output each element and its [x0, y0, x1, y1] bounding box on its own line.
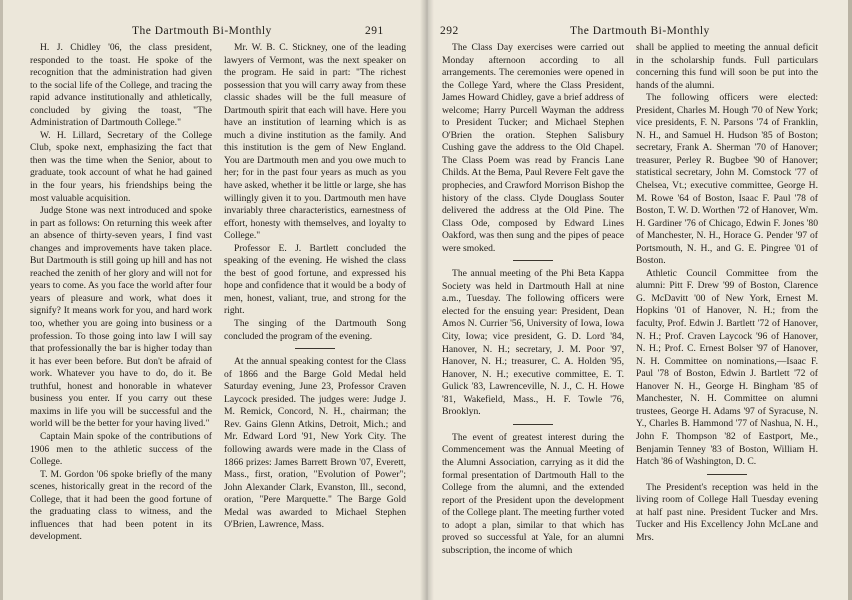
paragraph: Mr. W. B. C. Stickney, one of the leading lawyers of Vermont, was the next speaker on the program. He said in part: "The richest possession that you will carry away from these classic shades will be the full measure of Dartmouth spirit that each will have. Here you have an institution of learning which is as much a divine institution as the family. And this institution is the gem of New England. You are Dartmouth men and you owe much to her; for in the past four years as much as you have asked, whether it be little or large, she has willingly given it to you. Dartmouth men have invariably three characteristics, earnestness of effort, honesty with themselves, and loyalty to College."	[224, 42, 406, 242]
paragraph: H. J. Chidley '06, the class president, responded to the toast. He spoke of the recognition that the administration had given to the social life of the College, and tracing the rapid advance institutionally and athletically, concluded by giving the toast, "The Administration of Dartmouth College."	[30, 42, 212, 129]
page-edge	[0, 0, 3, 600]
section-divider	[513, 260, 553, 261]
paragraph: The following officers were elected: President, Charles M. Hough '70 of New York; vice presidents, F. N. Parsons '74 of Franklin, N. H., and Samuel H. Hudson '85 of Boston; secretary, Frank A. Sherman '70 of Hanover; treasurer, Perley R. Bugbee '90 of Hanover; statistical secretary, John M. Comstock '77 of Chelsea, Vt.; executive committee, George H. M. Rowe '64 of Boston, Isaac F. Paul '78 of Boston, T. W. D. Worthen '72 of Hanover, Wm. H. Gardiner '76 of Chicago, Edwin F. Jones '80 of Manchester, N. H., Horace G. Pender '97 of Portsmouth, N. H., and G. E. Pingree '01 of Boston.	[636, 92, 818, 267]
column-1	[30, 42, 212, 544]
paragraph: The Class Day exercises were carried out Monday afternoon according to all arrangements. The ceremonies were opened in the College Yard, where the Class President, James Howard Chidley, gave a brief address of welcome; Harry Purcell Wayman the address to President Tucker; and Michael Stephen O'Brien the oration. Stephen Salisbury Cushing gave the address to the Old Chapel. The Class Poem was read by Francis Lane Childs. At the Bema, Paul Revere Felt gave the prophecies, and Crawford Morrison Bishop the history of the class. Clyde Douglass Souter delivered the address at the Old Pine. The Class Ode, composed by Edward Lines Oakford, was then sung and the pipes of peace were smoked.	[442, 42, 624, 254]
paragraph: T. M. Gordon '06 spoke briefly of the many scenes, historically great in the record of the College, that it had been the good fortune of the graduating class to witness, and the influences that had been potent in its development.	[30, 468, 212, 543]
section-divider	[295, 348, 335, 349]
paragraph: shall be applied to meeting the annual deficit in the scholarship funds. Full particulars concerning this fund will soon be put into the hands of the alumni.	[636, 42, 818, 91]
column-1	[442, 42, 624, 557]
section-divider	[513, 424, 553, 425]
column-2	[636, 42, 818, 557]
paragraph: Athletic Council Committee from the alumni: Pitt F. Drew '99 of Boston, Clarence G. McDavitt '00 of New York, Ernest M. Hopkins '01 of Hanover, N. H.; from the faculty, Prof. Edwin J. Bartlett '72 of Hanover, N. H.; Prof. Craven Laycock '96 of Hanover, N. H.; Prof. C. Ernest Bolser '97 of Hanover, N. H. Committee on nominations,—Isaac F. Paul '78 of Boston, Edwin J. Bartlett '72 of Hanover N. H., George H. Bingham '85 of Manchester, N. H. Committee on alumni trustees, George H. Adams '97 of Syracuse, N. Y., Charles B. Hammond '77 of Nashua, N. H., John F. Thompson '82 of Eastport, Me., Benjamin Tenney '83 of Boston, William H. Hatch '86 of Washington, D. C.	[636, 267, 818, 468]
page-edge	[848, 0, 852, 600]
paragraph: Judge Stone was next introduced and spoke in part as follows: On returning this week after an absence of thirty-seven years, I find vast changes and improvements have taken place. But Dartmouth is still going up hill and has not reached the zenith of her glory and will not for years to come. As you face the world after four years of pleasure and work, what does it signify? It means work for you, and hard work too, whether you are going into business or a profession. To those going into law I will say that professionally the bar is higher today than it has ever been before. But don't be afraid of work. Whatever you have to do, do it. Be truthful, honest and honorable in whatever business you enter. If you carry out these maxims in life you will be successful and the world will be the better for your having lived."	[30, 205, 212, 430]
running-title: The Dartmouth Bi-Monthly	[570, 25, 710, 37]
paragraph: The annual meeting of the Phi Beta Kappa Society was held in Dartmouth Hall at nine a.m., Tuesday. The following officers were elected for the ensuing year: President, Dean Amos N. Currier '56, University of Iowa, Iowa City, Iowa; vice president, G. D. Lord '84, Hanover, N. H.; secretary, J. M. Poor '97, Hanover, N. H.; treasurer, C. A. Holden '95, Hanover, N. H.; executive committee, E. T. Gulick '83, Lawrenceville, N. J., C. H. Howe '81, Wakefield, Mass., H. F. Towle '76, Brooklyn.	[442, 268, 624, 418]
right-page	[426, 0, 852, 600]
running-title: The Dartmouth Bi-Monthly	[132, 25, 272, 37]
paragraph: Captain Main spoke of the contributions of 1906 men to the athletic success of the College.	[30, 430, 212, 468]
paragraph: Professor E. J. Bartlett concluded the speaking of the evening. He wished the class the best of good fortune, and expressed his hope and confidence that it would be a body of men, honest, valiant, true, and strong for the right.	[224, 242, 406, 317]
paragraph: The President's reception was held in the living room of College Hall Tuesday evening at half past nine. President Tucker and Mrs. Tucker and His Excellency John McLane and Mrs.	[636, 481, 818, 543]
section-divider	[707, 474, 747, 475]
binding-gutter	[420, 0, 434, 600]
paragraph: At the annual speaking contest for the Class of 1866 and the Barge Gold Medal held Saturday evening, June 23, Professor Craven Laycock presided. The judges were: Judge J. M. Remick, Concord, N. H., chairman; the Rev. Gains Glenn Atkins, Detroit, Mich.; and Mr. Edward Lord '91, New York City. The following awards were made in the Class of 1866 prizes: James Barrett Brown '07, Everett, Mass., first, oration, "Evolution of Power"; John Alexander Clark, Evanston, Ill., second, oration, "Pere Marquette." The Barge Gold Medal was awarded to Michael Stephen O'Brien, Lawrence, Mass.	[224, 356, 406, 531]
page-number: 292	[440, 25, 459, 37]
paragraph: W. H. Lillard, Secretary of the College Club, spoke next, emphasizing the fact that then was the time when the Senior, about to graduate, took account of what he had gained in the four years, his friendships being the most valuable acquisition.	[30, 129, 212, 204]
text-columns	[442, 42, 818, 557]
text-columns	[30, 42, 406, 544]
page-number: 291	[365, 25, 384, 37]
paragraph: The singing of the Dartmouth Song concluded the program of the evening.	[224, 318, 406, 342]
paragraph: The event of greatest interest during the Commencement was the Annual Meeting of the Alumni Association, carrying as it did the formal presentation of Dartmouth Hall to the College from the alumni, and the extended report of the President upon the development of the College plant. The meeting further voted to adopt a plan, similar to that which has proved so successful at Yale, for an alumni subscription, the income of which	[442, 431, 624, 556]
column-2	[224, 42, 406, 544]
